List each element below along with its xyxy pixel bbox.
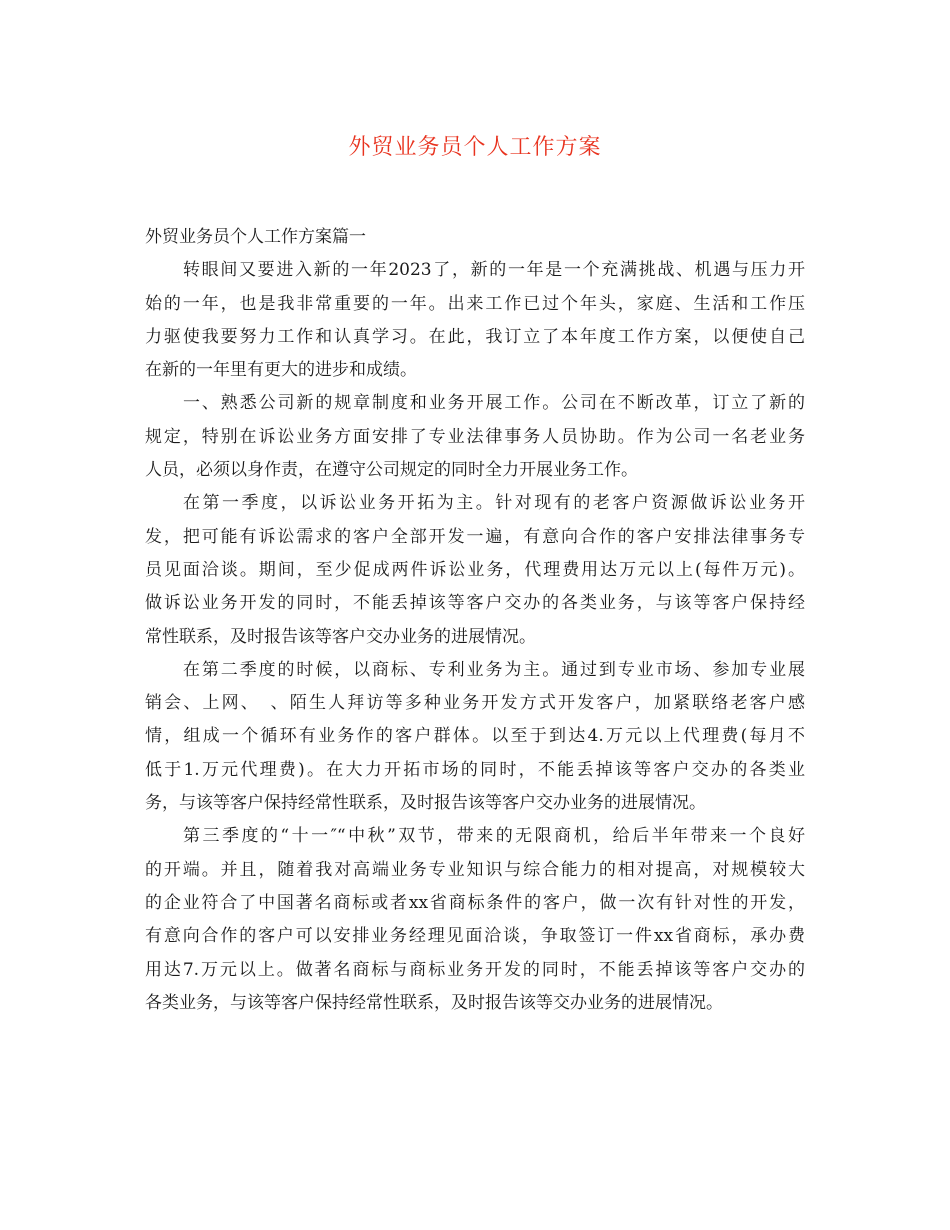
paragraph-line: 规定，特别在诉讼业务方面安排了专业法律事务人员协助。作为公司一名老业务 <box>145 426 805 447</box>
paragraph-line: 在新的一年里有更大的进步和成绩。 <box>145 360 417 381</box>
document-body <box>145 221 805 1020</box>
paragraph-line: 的企业符合了中国著名商标或者xx省商标条件的客户，做一次有针对性的开发， <box>145 892 805 913</box>
paragraph-line: 各类业务，与该等客户保持经常性联系，及时报告该等交办业务的进展情况。 <box>145 992 723 1013</box>
paragraph-line: 务，与该等客户保持经常性联系，及时报告该等客户交办业务的进展情况。 <box>145 793 706 814</box>
paragraph-line: 在第二季度的时候，以商标、专利业务为主。通过到专业市场、参加专业展 <box>183 659 805 680</box>
paragraph-line: 力驱使我要努力工作和认真学习。在此，我订立了本年度工作方案，以便使自己 <box>145 326 805 347</box>
paragraph-line: 始的一年，也是我非常重要的一年。出来工作已过个年头，家庭、生活和工作压 <box>145 293 805 314</box>
paragraph-line: 第三季度的“十一″“中秋”双节，带来的无限商机，给后半年带来一个良好 <box>183 826 805 847</box>
paragraph-line: 低于1.万元代理费)。在大力开拓市场的同时，不能丢掉该等客户交办的各类业 <box>145 759 805 780</box>
paragraph-line: 一、熟悉公司新的规章制度和业务开展工作。公司在不断改革，订立了新的 <box>183 393 805 414</box>
paragraph-line: 发，把可能有诉讼需求的客户全部开发一遍，有意向合作的客户安排法律事务专 <box>145 526 805 547</box>
paragraph-line: 用达7.万元以上。做著名商标与商标业务开发的同时，不能丢掉该等客户交办的 <box>145 959 805 980</box>
paragraph-line: 常性联系，及时报告该等客户交办业务的进展情况。 <box>145 626 536 647</box>
paragraph-line: 转眼间又要进入新的一年2023了，新的一年是一个充满挑战、机遇与压力开 <box>183 260 805 281</box>
paragraph <box>145 387 805 487</box>
paragraph-line: 做诉讼业务开发的同时，不能丢掉该等客户交办的各类业务，与该等客户保持经 <box>145 593 805 614</box>
paragraph-list <box>145 254 805 1020</box>
paragraph-line: 人员，必须以身作责，在遵守公司规定的同时全力开展业务工作。 <box>145 460 638 481</box>
paragraph-line: 有意向合作的客户可以安排业务经理见面洽谈，争取签订一件xx省商标，承办费 <box>145 926 805 947</box>
paragraph-line: 的开端。并且，随着我对高端业务专业知识与综合能力的相对提高，对规模较大 <box>145 859 805 880</box>
paragraph <box>145 254 805 387</box>
document-title: 外贸业务员个人工作方案 <box>348 135 602 160</box>
paragraph <box>145 654 805 820</box>
paragraph-line: 情，组成一个循环有业务作的客户群体。以至于到达4.万元以上代理费(每月不 <box>145 726 805 747</box>
paragraph-line: 员见面洽谈。期间，至少促成两件诉讼业务，代理费用达万元以上(每件万元)。 <box>145 559 805 580</box>
paragraph <box>145 820 805 1020</box>
paragraph <box>145 487 805 653</box>
paragraph-line: 销会、上网、 、陌生人拜访等多种业务开发方式开发客户，加紧联络老客户感 <box>145 693 805 714</box>
paragraph-line: 在第一季度，以诉讼业务开拓为主。针对现有的老客户资源做诉讼业务开 <box>183 493 805 514</box>
section-heading: 外贸业务员个人工作方案篇一 <box>145 227 366 247</box>
